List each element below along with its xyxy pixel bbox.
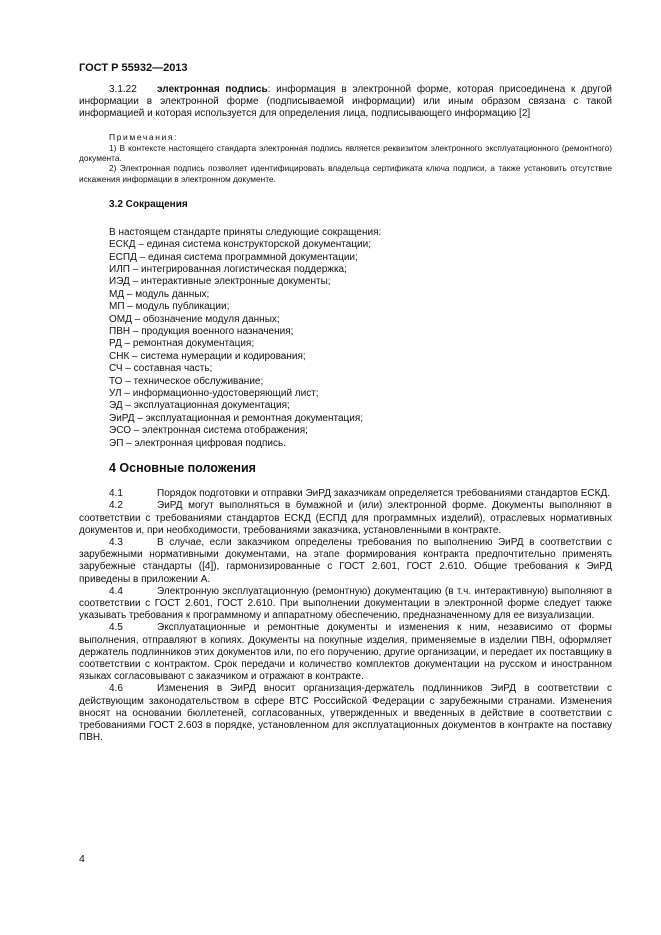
- clause-text: Эксплуатационные и ремонтные документы и изменения к ним, независимо от формы выполнения, отправляют в копиях. Документы на покупные изделия, применяемые в изделии ПВН, оформляет держатель подлинников этих документов или, по его поручению, другие организации, и передает их поставщику в соответствии с контрактом. Срок передачи и количество комплектов документации на русском и иностранном языках согласовывают с заказчиком и отражают в контракте.: [79, 622, 612, 683]
- clause-number: 4.2: [109, 500, 123, 512]
- clause-paragraph: [79, 500, 612, 537]
- clause-number: 4.5: [109, 622, 123, 634]
- abbreviations-list: [109, 239, 612, 450]
- term-name: электронная подпись: [157, 84, 268, 95]
- list-item: ИЛП – интегрированная логистическая поддержка;: [109, 264, 347, 276]
- clause-text: Порядок подготовки и отправки ЭиРД заказчикам определяется требованиями стандартов ЕСКД.: [157, 488, 611, 500]
- note-item: 1) В контексте настоящего стандарта электронная подпись является реквизитом электронного эксплуатационного (ремонтного) документа.: [79, 142, 612, 163]
- clause-paragraph: [79, 537, 612, 586]
- list-item: СНК – система нумерации и кодирования;: [109, 350, 306, 362]
- list-item: УЛ – информационно-удостоверяющий лист;: [109, 388, 319, 400]
- clause-number: 4.6: [109, 683, 123, 695]
- clause-text: Изменения в ЭиРД вносит организация-держатель подлинников ЭиРД в соответствии с действующим законодательством в сфере ВТС Российской Федерации с зарубежными странами. Изменения вносят на основании бюллетеней, согласованных, утвержденных и введенных в действие в соответствии с требованиями ГОСТ 2.603 в порядке, установленном для эксплуатационных документов в контракте на поставку ПВН.: [79, 683, 612, 744]
- list-item: МП – модуль публикации;: [109, 301, 230, 313]
- page-number: 4: [79, 853, 85, 865]
- list-item: ПВН – продукция военного назначения;: [109, 326, 294, 338]
- list-item: ОМД – обозначение модуля данных;: [109, 313, 280, 325]
- list-item: ЭД – эксплуатационная документация;: [109, 400, 290, 412]
- list-item: ЕСКД – единая система конструкторской документации;: [109, 239, 372, 251]
- document-header: ГОСТ Р 55932—2013: [79, 62, 188, 74]
- clause-paragraph: [79, 683, 612, 744]
- notes-heading: Примечания:: [109, 131, 179, 142]
- list-item: РД – ремонтная документация;: [109, 338, 255, 350]
- list-item: ЕСПД – единая система программной документации;: [109, 251, 358, 263]
- list-item: ЭП – электронная цифровая подпись.: [109, 437, 286, 449]
- section-heading-4: 4 Основные положения: [109, 461, 256, 476]
- clause-paragraph: [79, 586, 612, 623]
- section-heading-3-2: 3.2 Сокращения: [109, 198, 188, 210]
- term-definition: [79, 84, 612, 121]
- list-item: МД – модуль данных;: [109, 288, 210, 300]
- note-item: 2) Электронная подпись позволяет идентифицировать владельца сертификата ключа подписи, а также установить отсутствие искажения информации в электронном документе.: [79, 163, 612, 184]
- list-item: ИЭД – интерактивные электронные документы;: [109, 276, 331, 288]
- clause-paragraph: [79, 622, 612, 683]
- page-content: [79, 84, 612, 744]
- term-number: 3.1.22: [109, 84, 137, 95]
- list-item: СЧ – составная часть;: [109, 363, 213, 375]
- abbreviations-intro: В настоящем стандарте приняты следующие сокращения:: [109, 226, 382, 238]
- list-item: ТО – техническое обслуживание;: [109, 375, 264, 387]
- clause-number: 4.3: [109, 536, 123, 548]
- term-text: : информация в электронной форме, которая присоединена к другой информации в электронной форме (подписываемой информации) или иным образом связана с такой информацией и которая используется для определения лица, подписывающего информацию [2]: [79, 84, 612, 120]
- clause-number: 4.4: [109, 585, 123, 597]
- clause-text: Электронную эксплуатационную (ремонтную) документацию (в т.ч. интерактивную) выполняют в соответствии с ГОСТ 2.601, ГОСТ 2.610. При выполнении документации в электронной форме следует также указывать требования к программному и аппаратному обеспечению, предназначенному для ее визуализации.: [79, 585, 612, 622]
- clause-number: 4.1: [109, 488, 123, 500]
- clause-text: ЭиРД могут выполняться в бумажной и (или) электронной форме. Документы выполняют в соответствии с требованиями стандартов ЕСКД (ЕСПД для программных изделий), отраслевых нормативных документов и, при необходимости, требованиями заказчика, установленными в контракте.: [79, 500, 612, 536]
- clause-paragraph: [79, 488, 612, 500]
- list-item: ЭиРД – эксплуатационная и ремонтная документация;: [109, 412, 364, 424]
- clause-text: В случае, если заказчиком определены требования по выполнению ЭиРД в соответствии с зарубежными нормативными документами, на этапе формирования контракта предпочтительно применять зарубежные стандарты ([4]), гармонизированные с ГОСТ 2.601, ГОСТ 2.610. Общие требования к ЭиРД приведены в приложении А.: [79, 536, 612, 585]
- list-item: ЭСО – электронная система отображения;: [109, 425, 308, 437]
